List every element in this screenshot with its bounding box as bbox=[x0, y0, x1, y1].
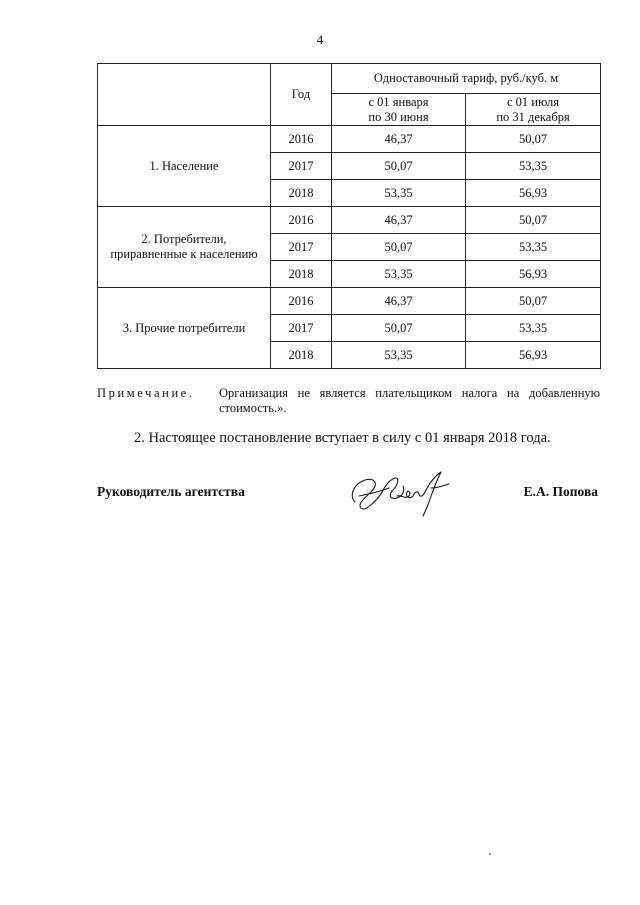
tariff-h2-cell: 53,35 bbox=[466, 234, 601, 261]
year-cell: 2017 bbox=[271, 315, 332, 342]
year-cell: 2017 bbox=[271, 153, 332, 180]
table-row bbox=[98, 288, 601, 315]
year-cell: 2018 bbox=[271, 261, 332, 288]
tariff-h2-cell: 50,07 bbox=[466, 126, 601, 153]
tariff-h2-cell: 53,35 bbox=[466, 153, 601, 180]
tariff-h1-cell: 46,37 bbox=[332, 288, 466, 315]
header-period-1-line2: по 30 июня bbox=[368, 109, 429, 124]
scan-speck bbox=[489, 853, 491, 855]
clause-2: 2. Настоящее постановление вступает в силу с 01 января 2018 года. bbox=[134, 430, 551, 446]
group-name-line2: приравненные к населению bbox=[110, 247, 258, 261]
note-text: Организация не является плательщиком налога на добавленную стоимость.». bbox=[219, 386, 600, 415]
table-header-row bbox=[98, 64, 601, 94]
table-row bbox=[98, 207, 601, 234]
signatory-name: Е.А. Попова bbox=[523, 484, 598, 499]
tariff-h1-cell: 46,37 bbox=[332, 126, 466, 153]
header-year: Год bbox=[271, 64, 332, 126]
tariff-h1-cell: 53,35 bbox=[332, 261, 466, 288]
year-cell: 2016 bbox=[271, 126, 332, 153]
header-period-2-line2: по 31 декабря bbox=[496, 109, 570, 124]
tariff-h1-cell: 46,37 bbox=[332, 207, 466, 234]
header-period-2-line1: с 01 июля bbox=[507, 94, 560, 109]
tariff-table bbox=[97, 63, 601, 369]
group-name: 3. Прочие потребители bbox=[98, 288, 271, 369]
table-row bbox=[98, 126, 601, 153]
tariff-h2-cell: 56,93 bbox=[466, 180, 601, 207]
page-number: 4 bbox=[316, 32, 324, 47]
header-period-1 bbox=[332, 94, 466, 126]
tariff-h1-cell: 50,07 bbox=[332, 153, 466, 180]
tariff-h1-cell: 53,35 bbox=[332, 342, 466, 369]
tariff-h1-cell: 50,07 bbox=[332, 315, 466, 342]
year-cell: 2016 bbox=[271, 288, 332, 315]
tariff-h2-cell: 50,07 bbox=[466, 288, 601, 315]
tariff-h2-cell: 50,07 bbox=[466, 207, 601, 234]
header-group-cell bbox=[98, 64, 271, 126]
tariff-h2-cell: 56,93 bbox=[466, 342, 601, 369]
year-cell: 2018 bbox=[271, 342, 332, 369]
year-cell: 2016 bbox=[271, 207, 332, 234]
header-period-1-line1: с 01 января bbox=[368, 94, 429, 109]
group-name bbox=[98, 207, 271, 288]
group-name-line1: 2. Потребители, bbox=[141, 232, 227, 246]
header-tariff: Одноставочный тариф, руб./куб. м bbox=[332, 64, 601, 94]
header-period-2 bbox=[466, 94, 601, 126]
signatory-title: Руководитель агентства bbox=[97, 484, 245, 499]
tariff-h2-cell: 53,35 bbox=[466, 315, 601, 342]
note-label: Примечание. bbox=[97, 386, 195, 400]
group-name: 1. Население bbox=[98, 126, 271, 207]
tariff-h2-cell: 56,93 bbox=[466, 261, 601, 288]
handwritten-signature bbox=[345, 466, 455, 520]
tariff-h1-cell: 50,07 bbox=[332, 234, 466, 261]
tariff-h1-cell: 53,35 bbox=[332, 180, 466, 207]
year-cell: 2017 bbox=[271, 234, 332, 261]
year-cell: 2018 bbox=[271, 180, 332, 207]
